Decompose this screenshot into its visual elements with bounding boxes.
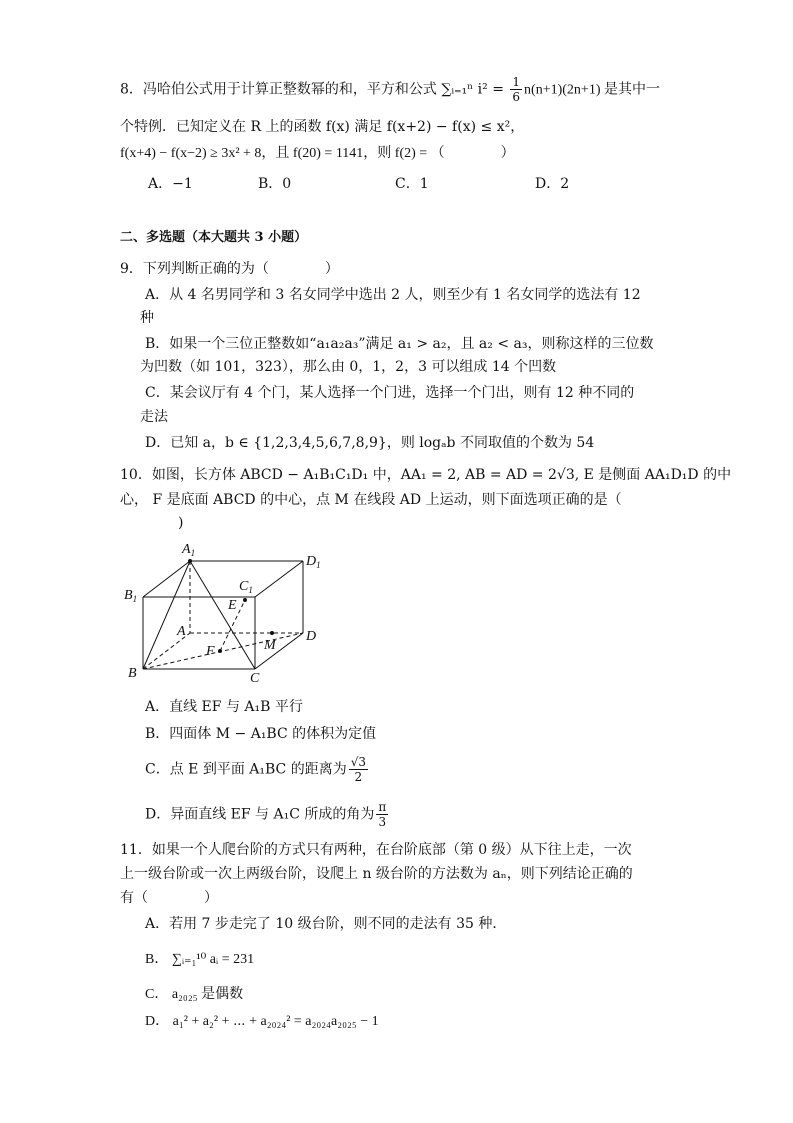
segment-a1-c — [190, 561, 255, 669]
q10-choice-c-fraction — [349, 755, 368, 784]
label-a: A — [177, 624, 186, 639]
point-a1 — [188, 559, 192, 563]
label-c: C — [250, 671, 260, 685]
q11-line2: 上一级台阶或一次上两级台阶，设爬上 n 级台阶的方法数为 aₙ，则下列结论正确的 — [120, 866, 633, 882]
q8-fraction — [510, 75, 522, 104]
label-f: F — [206, 644, 215, 659]
segment-a1-b — [143, 561, 190, 669]
label-d: D — [306, 629, 317, 644]
label-e: E — [228, 598, 237, 613]
label-c1: $C_1$ — [239, 579, 253, 595]
q8-choice-a[interactable]: A．−1 — [148, 176, 193, 192]
q8-frac-num: 1 — [512, 75, 521, 89]
q8-choice-d[interactable]: D．2 — [535, 176, 570, 192]
cuboid-figure — [120, 537, 335, 685]
q11-choice-c[interactable]: C． a₂₀₂₅ 是偶数 — [145, 987, 244, 1002]
q10-c-num: √3 — [350, 755, 366, 769]
q11-choice-d[interactable]: D． a₁² + a₂² + ⋯ + a₂₀₂₄² = a₂₀₂₄a₂₀₂₅ − 1 — [145, 1014, 379, 1029]
q11-choice-a[interactable]: A．若用 7 步走完了 10 级台阶，则不同的走法有 35 种． — [145, 916, 507, 932]
q9-choice-b-line1[interactable]: B．如果一个三位正整数如“a₁a₂a₃”满足 a₁ > a₂，且 a₂ < a₃，则称这样的三位数 — [145, 336, 654, 352]
q9-stem: 9．下列判断正确的为（ ） — [120, 261, 339, 277]
q9-choice-c-line2: 走法 — [140, 409, 168, 425]
q8-line1 — [120, 75, 660, 104]
q9-choice-a-line2: 种 — [140, 310, 154, 326]
edge-c1-d1 — [255, 561, 303, 597]
section-title-multiple-choice: 二、多选题（本大题共 3 小题） — [120, 230, 308, 245]
label-m: M — [264, 638, 276, 653]
point-e — [243, 598, 247, 602]
q11-line3: 有（ ） — [120, 890, 218, 906]
q10-line1: 10．如图，长方体 ABCD − A₁B₁C₁D₁ 中，AA₁ = 2, AB = AD = 2√3, E 是侧面 AA₁D₁D 的中 — [120, 467, 732, 483]
q8-line3: f(x+4) − f(x−2) ≥ 3x² + 8，且 f(20) = 1141，则 f(2) = （ ） — [120, 146, 515, 161]
label-b1: $B_1$ — [124, 588, 138, 604]
q10-choice-b[interactable]: B．四面体 M − A₁BC 的体积为定值 — [145, 726, 377, 742]
point-m — [270, 631, 274, 635]
label-b: B — [128, 666, 137, 681]
q8-choice-b[interactable]: B．0 — [258, 176, 292, 192]
q8-line1-tail: n(n+1)(2n+1) 是其中一 — [524, 82, 660, 98]
q10-d-den: 3 — [378, 815, 387, 829]
label-d1: $D_1$ — [306, 554, 321, 570]
q9-choice-b-line2: 为凹数（如 101，323），那么由 0，1，2，3 可以组成 14 个凹数 — [140, 359, 557, 375]
q8-choice-c[interactable]: C．1 — [395, 176, 429, 192]
q11-choice-b[interactable]: B． ∑ᵢ₌₁¹⁰ aᵢ = 231 — [145, 952, 255, 967]
q10-choice-d[interactable] — [145, 800, 390, 829]
q10-choice-d-text: D．异面直线 EF 与 A₁C 所成的角为 — [145, 806, 375, 823]
q9-choice-a-line1[interactable]: A．从 4 名男同学和 3 名女同学中选出 2 人，则至少有 1 名女同学的选法有 12 — [145, 287, 641, 303]
q10-line3: ) — [178, 515, 184, 531]
label-a1: $A_1$ — [182, 542, 196, 558]
q9-choice-c-line1[interactable]: C．某会议厅有 4 个门，某人选择一个门进，选择一个门出，则有 12 种不同的 — [145, 385, 635, 401]
edge-b1-a1 — [143, 561, 190, 597]
q10-line2: 心， F 是底面 ABCD 的中心，点 M 在线段 AD 上运动，则下面选项正确的是（ — [120, 492, 622, 508]
q10-d-num: π — [378, 800, 387, 814]
q9-choice-d[interactable]: D．已知 a，b ∈ {1,2,3,4,5,6,7,8,9}，则 logₐb 不同取值的个数为 54 — [145, 435, 595, 451]
q11-line1: 11．如果一个人爬台阶的方式只有两种，在台阶底部（第 0 级）从下往上走，一次 — [120, 842, 632, 858]
q8-frac-den: 6 — [512, 90, 521, 104]
q10-choice-c[interactable] — [145, 755, 370, 784]
q10-choice-a[interactable]: A．直线 EF 与 A₁B 平行 — [145, 699, 303, 715]
edge-c-d — [255, 633, 303, 669]
q10-choice-c-text: C．点 E 到平面 A₁BC 的距离为 — [145, 761, 347, 778]
q8-line1-text: 8．冯哈伯公式用于计算正整数幂的和，平方和公式 ∑ᵢ₌₁ⁿ i² = — [120, 81, 509, 98]
point-f — [218, 649, 222, 653]
q10-c-den: 2 — [354, 770, 363, 784]
q8-line2: 个特例．已知定义在 R 上的函数 f(x) 满足 f(x+2) − f(x) ≤ x²， — [120, 119, 525, 135]
q10-choice-d-fraction — [376, 800, 388, 829]
